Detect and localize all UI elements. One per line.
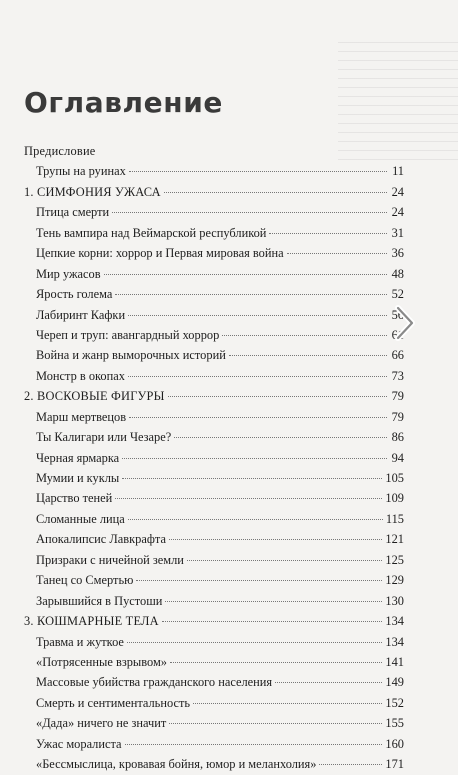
toc-entry[interactable] [24,223,404,243]
toc-entry-title: Черная ярмарка [36,450,120,465]
toc-page-number: 134 [385,614,404,629]
toc-page-number: 61 [391,327,404,342]
dot-leader [168,395,387,397]
dot-leader [112,211,387,213]
toc-entry[interactable] [24,448,404,468]
toc-entry-title: Мир ужасов [36,266,101,281]
toc-entry-title: Марш мертвецов [36,409,127,424]
dot-leader [170,661,382,663]
toc-entry[interactable] [24,202,404,222]
toc-entry-title: Ты Калигари или Чезаре? [36,430,172,445]
dot-leader [128,314,387,316]
toc-entry-title: Лабиринт Кафки [36,307,126,322]
dot-leader [122,477,382,479]
toc-entry[interactable] [24,652,404,672]
toc-entry[interactable] [24,366,404,386]
toc-entry[interactable] [24,672,404,692]
toc-entry-title: Танец со Смертью [36,573,134,588]
dot-leader [115,293,387,295]
dot-leader [275,681,382,683]
toc-entry[interactable] [24,325,404,345]
toc-entry[interactable] [24,284,404,304]
toc-entry[interactable] [24,754,404,774]
dot-leader [162,620,383,622]
toc-entry-title: Смерть и сентиментальность [36,695,191,710]
toc-section[interactable] [24,182,404,202]
toc-entry[interactable] [24,243,404,263]
toc-entry[interactable] [24,509,404,529]
dot-leader [115,497,382,499]
dot-leader [129,170,387,172]
dot-leader [104,273,387,275]
toc-page-number: 109 [385,491,404,506]
toc-page-number: 152 [385,695,404,710]
next-page-button[interactable] [385,303,425,343]
toc-section[interactable] [24,386,404,406]
toc-page-number: 79 [391,409,404,424]
toc-page-number: 105 [385,471,404,485]
toc-entry[interactable] [24,570,404,590]
toc-entry[interactable] [24,407,404,427]
toc-entry-title: Предисловие [24,144,96,158]
toc-page-number: 73 [391,368,404,383]
toc-entry-title: Сломанные лица [36,511,125,526]
toc-page-number: 86 [391,430,404,445]
toc-entry-title: Монстр в окопах [36,368,125,383]
toc-page-number: 24 [391,205,404,220]
toc-entry-title: 2. ВОСКОВЫЕ ФИГУРЫ [24,389,165,404]
toc-page-number: 48 [391,266,404,281]
toc-entry-title: Зарывшийся в Пустоши [36,593,163,608]
toc-page-number: 94 [391,450,404,465]
toc-entry[interactable] [24,468,404,488]
dot-leader [187,559,382,561]
toc-page-number: 11 [392,164,404,179]
dot-leader [174,436,387,438]
toc-entry[interactable] [24,693,404,713]
toc-page-number: 79 [391,389,404,404]
toc-page-number: 125 [385,552,404,567]
dot-leader [193,702,382,704]
toc-page-number: 130 [385,593,404,608]
toc-entry-title: Ярость голема [36,287,113,302]
dot-leader [222,334,387,336]
dot-leader [122,457,387,459]
toc-entry-title: Война и жанр выморочных историй [36,348,226,363]
toc-entry-title: Цепкие корни: хоррор и Первая мировая война [36,246,284,261]
toc-page-number: 141 [385,654,404,669]
toc-entry[interactable] [24,345,404,365]
toc-entry-title: Ужас моралиста [36,736,122,751]
table-of-contents [24,141,404,775]
toc-page-number: 160 [385,736,404,751]
toc-entry[interactable] [24,529,404,549]
toc-page-number: 149 [385,675,404,690]
toc-entry-title: 1. СИМФОНИЯ УЖАСА [24,184,161,199]
toc-entry-title: Мумии и куклы [36,471,120,485]
toc-entry-title: Царство теней [36,491,113,506]
toc-page-number: 31 [391,225,404,240]
toc-entry-title: Трупы на руинах [36,164,126,179]
toc-entry-title: Призраки с ничейной земли [36,552,184,567]
chevron-right-icon [394,305,416,341]
toc-entry-title: Травма и жуткое [36,634,124,649]
toc-entry[interactable] [24,550,404,570]
toc-page-number: 134 [385,634,404,649]
toc-page-number: 171 [385,757,404,772]
toc-entry-title: Птица смерти [36,205,110,220]
dot-leader [169,538,382,540]
toc-page-number: 129 [385,573,404,588]
toc-page-number: 115 [385,511,404,526]
dot-leader [128,518,383,520]
toc-entry[interactable] [24,427,404,447]
toc-entry-title: Череп и труп: авангардный хоррор [36,327,220,342]
toc-entry[interactable] [24,734,404,754]
toc-entry[interactable] [24,488,404,508]
toc-entry-title: Массовые убийства гражданского населения [36,675,273,690]
toc-entry[interactable] [24,161,404,181]
page-title: Оглавление [24,86,224,119]
dot-leader [165,600,382,602]
toc-entry-title: «Бессмыслица, кровавая бойня, юмор и меланхолия» [36,757,317,772]
toc-page-number: 155 [385,716,404,731]
toc-page-number: 24 [391,184,404,199]
toc-section[interactable] [24,141,404,161]
dot-leader [136,579,382,581]
toc-entry[interactable] [24,591,404,611]
dot-leader [169,722,382,724]
dot-leader [127,641,382,643]
toc-entry-title: «Дада» ничего не значит [36,716,167,731]
toc-entry-title: Апокалипсис Лавкрафта [36,532,166,547]
toc-entry-title: «Потрясенные взрывом» [36,654,167,669]
toc-entry[interactable] [24,632,404,652]
toc-entry[interactable] [24,305,404,325]
dot-leader [129,416,387,418]
toc-page-number: 52 [391,287,404,302]
dot-leader [269,232,387,234]
toc-page-number: 56 [391,307,404,322]
dot-leader [164,191,387,193]
toc-entry[interactable] [24,264,404,284]
dot-leader [319,763,382,765]
toc-entry[interactable] [24,713,404,733]
dot-leader [229,354,387,356]
toc-entry-title: Тень вампира над Веймарской республикой [36,225,267,240]
dot-leader [287,252,387,254]
toc-section[interactable] [24,611,404,631]
toc-page-number: 121 [385,532,404,547]
dot-leader [128,375,387,377]
toc-page-number: 66 [391,348,404,363]
toc-page-number: 36 [391,246,404,261]
toc-entry-title: 3. КОШМАРНЫЕ ТЕЛА [24,614,159,629]
dot-leader [125,743,383,745]
